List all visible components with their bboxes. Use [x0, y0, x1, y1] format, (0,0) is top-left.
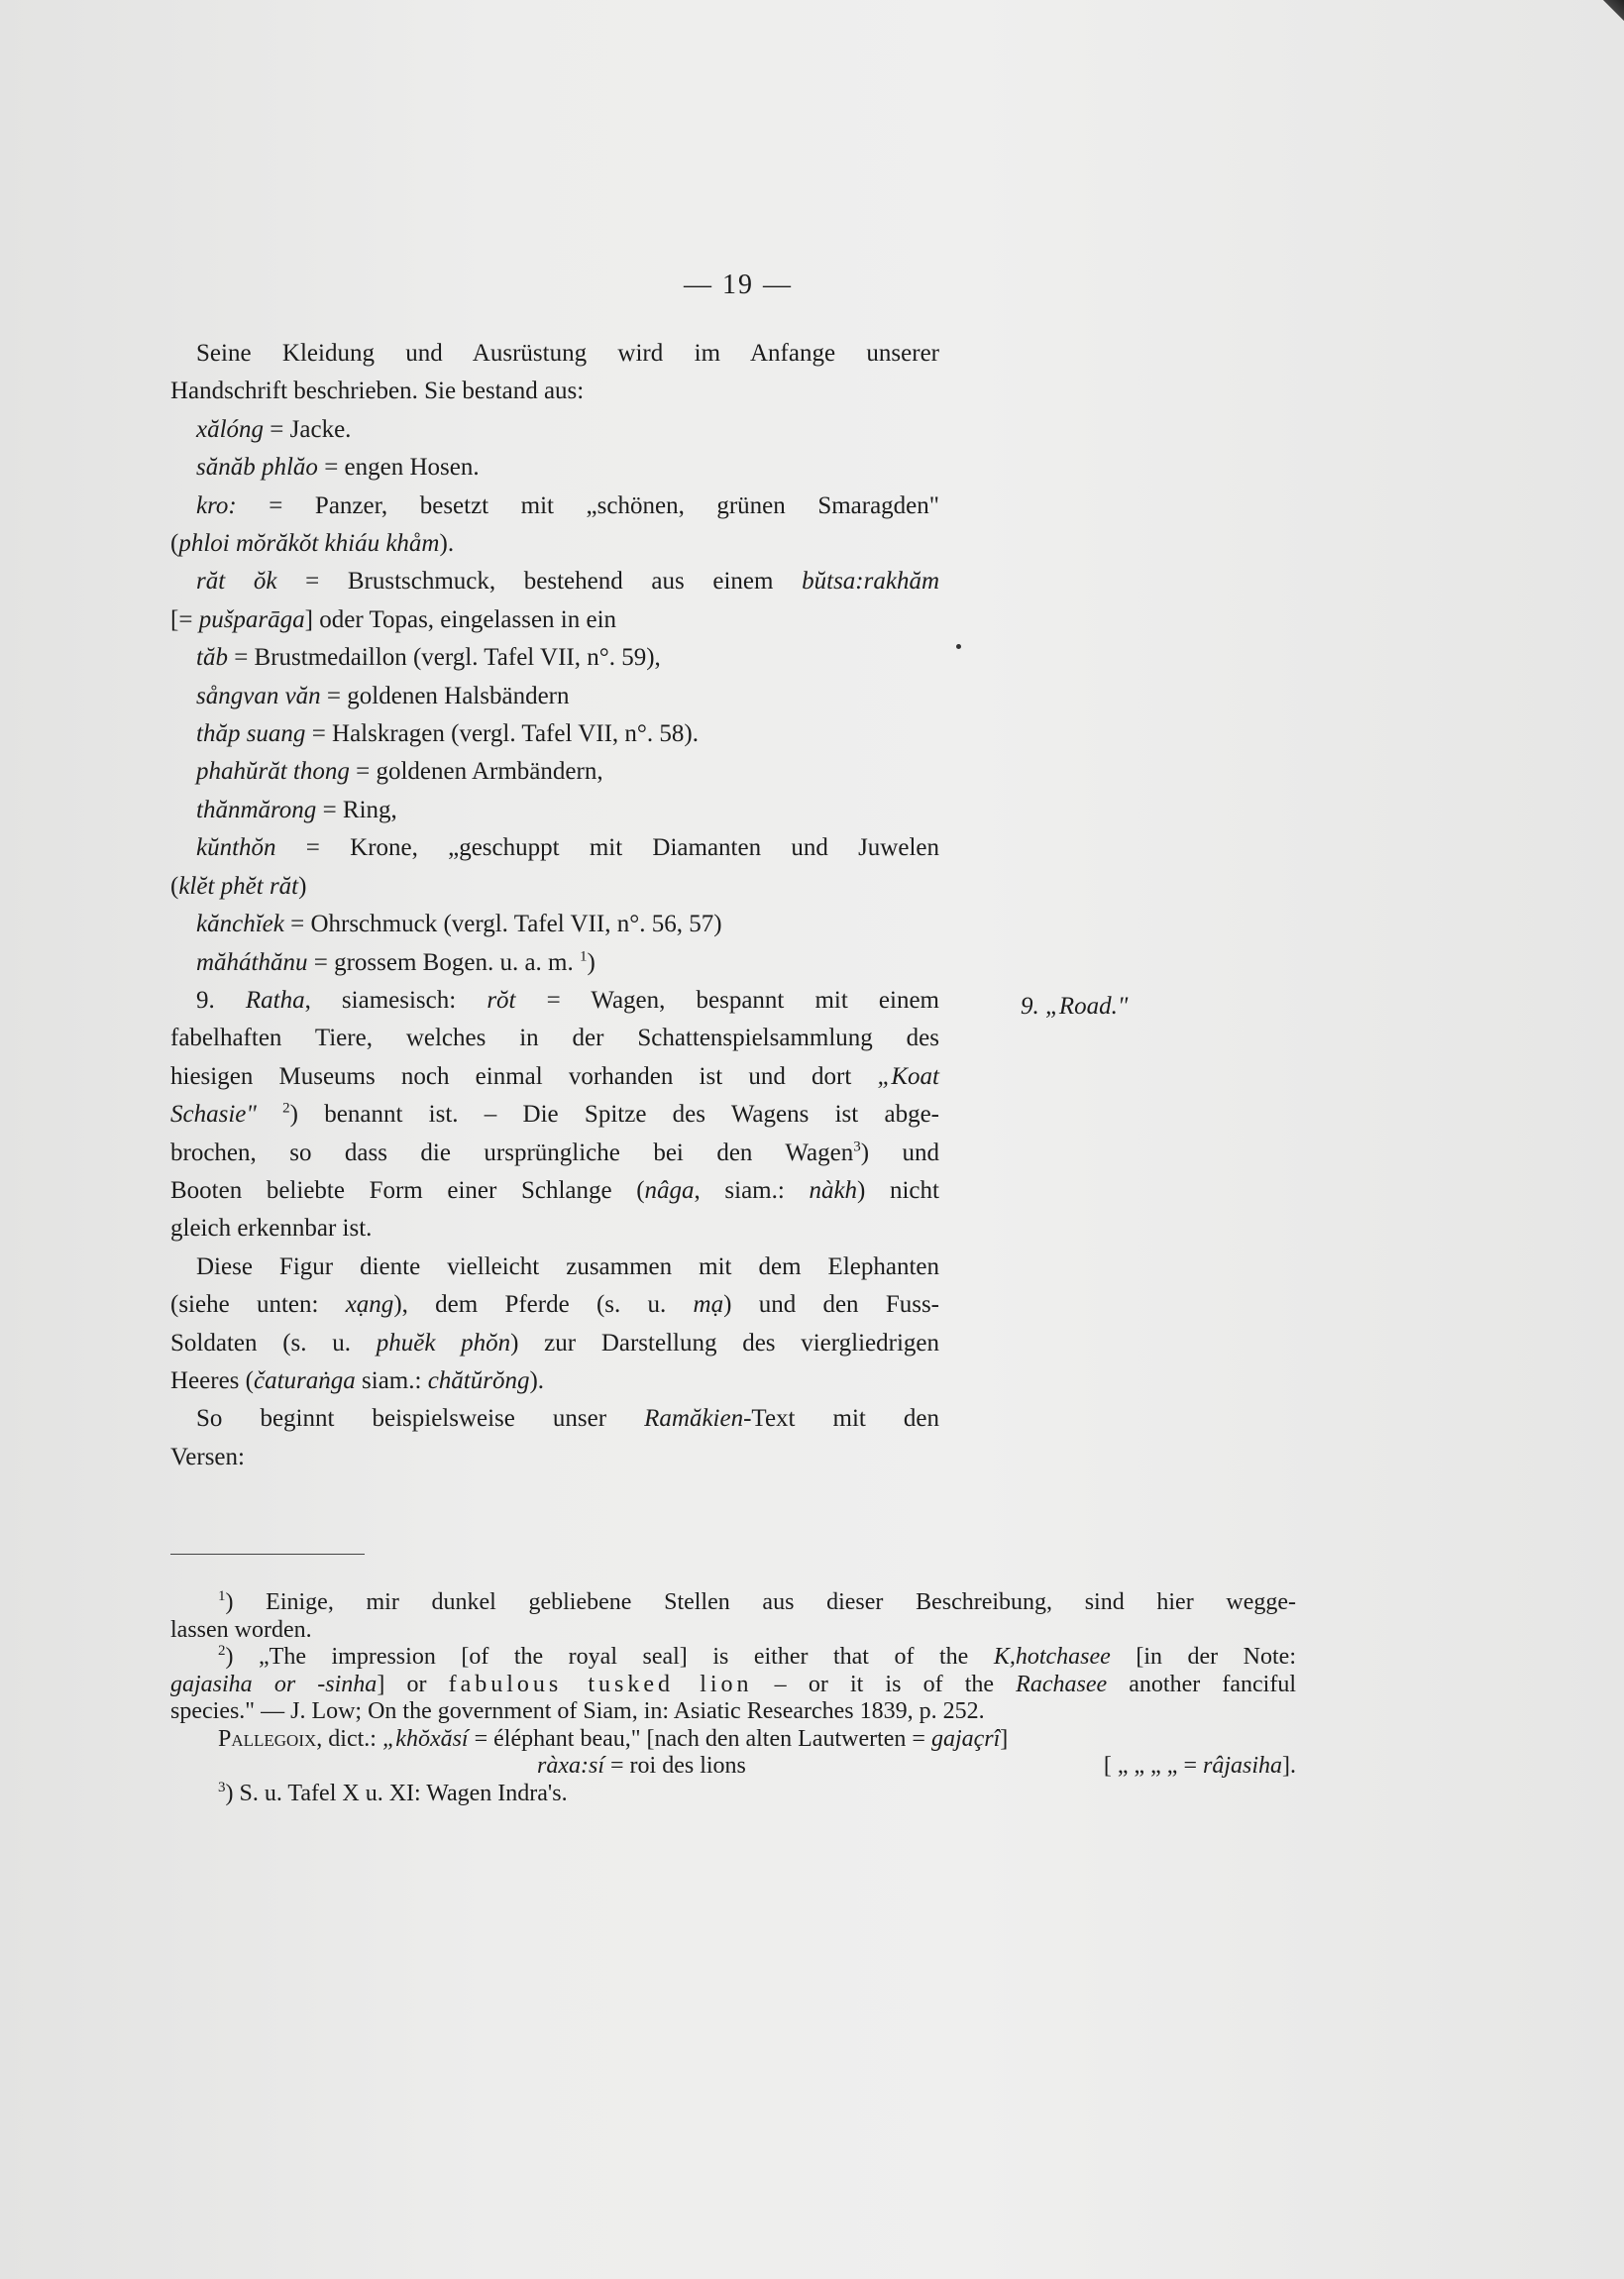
footnote-ref: 3 [853, 1139, 861, 1155]
term: pušparāga [198, 605, 305, 633]
text-line: phahŭrăt thong = goldenen Armbändern, [196, 758, 603, 786]
footnote-marker: 3 [218, 1779, 226, 1795]
text-line: sănăb phlăo = engen Hosen. [196, 454, 480, 482]
footnote-1-cont: lassen worden. [170, 1616, 312, 1643]
term: thănmărong [196, 796, 317, 823]
term: „Koat [877, 1062, 939, 1090]
term: phahŭrăt thong [196, 758, 350, 786]
scan-corner [1598, 0, 1624, 26]
term: mạ [693, 1291, 724, 1319]
pallegoix-line-2: ràxa:sí = roi des lions [ „ „ „ „ = râjasiha]. [537, 1753, 1296, 1779]
text-line: răt ŏk = Brustschmuck, bestehend aus einem bŭtsa:rakhăm [196, 568, 940, 596]
main-text [170, 335, 939, 1476]
term: nâga [644, 1176, 695, 1204]
text-line: Versen: [170, 1443, 245, 1470]
footnote-marker: 1 [218, 1588, 226, 1604]
term: xạng [345, 1291, 394, 1319]
text-line: Handschrift beschrieben. Sie bestand aus: [170, 378, 585, 405]
term: sănăb phlăo [196, 454, 318, 482]
text-line: thăp suang = Halskragen (vergl. Tafel VII, n°. 58). [196, 720, 699, 748]
term: kro: [196, 491, 237, 519]
text-line: (phloi mŏrăkŏt khiáu khåm). [170, 530, 455, 558]
footnote-2: $^2$) „The impression [of the royal seal] is either that of the K,hotchasee [in der Note: [218, 1643, 1296, 1670]
scan-speck [956, 644, 961, 649]
term: phloi mŏrăkŏt khiáu khåm [178, 530, 440, 558]
text-line: kro: = Panzer, besetzt mit „schönen, grünen Smaragden" [196, 491, 939, 519]
term: Schasie" [170, 1101, 257, 1129]
term: Ramăkien [644, 1405, 744, 1433]
text-line: (klĕt phĕt răt) [170, 872, 307, 900]
term: sångvan văn [196, 682, 321, 709]
term: rŏt [487, 986, 516, 1014]
footnote-rule [170, 1554, 365, 1555]
term: kănchĭek [196, 911, 284, 938]
text-line: brochen, so dass die ursprüngliche bei den Wagen$^3$) und [170, 1139, 939, 1166]
text-line: Schasie" $^2$) benannt ist. – Die Spitze des Wagens ist abge- [170, 1100, 940, 1129]
term: bŭtsa:rakhăm [802, 568, 940, 596]
page-number: — 19 — [684, 270, 793, 300]
term: phuĕk phŏn [376, 1329, 511, 1357]
text-line: fabelhaften Tiere, welches in der Schattenspielsammlung des [170, 1025, 939, 1052]
text-line: tăb = Brustmedaillon (vergl. Tafel VII, n°. 59), [196, 644, 661, 672]
text-line: kănchĭek = Ohrschmuck (vergl. Tafel VII, n°. 56, 57) [196, 911, 722, 938]
term: tăb [196, 644, 228, 672]
footnote-2-cont: species." — J. Low; On the government of Siam, in: Asiatic Researches 1839, p. 252. [170, 1698, 985, 1724]
text-line: kŭnthŏn = Krone, „geschuppt mit Diamanten und Juwelen [196, 834, 939, 862]
term: chătŭrŏng [427, 1366, 530, 1394]
footnote-marker: 2 [218, 1643, 226, 1659]
term: xălóng [196, 415, 265, 443]
text-line: (siehe unten: xạng), dem Pferde (s. u. mạ) und den Fuss- [170, 1291, 940, 1319]
term: măháthănu [196, 948, 308, 976]
footnotes [170, 1589, 1296, 1807]
text-line: sångvan văn = goldenen Halsbändern [196, 682, 570, 709]
term: gajaçrî [930, 1725, 1001, 1752]
text-line: măháthănu = grossem Bogen. u. a. m. $^1$) [196, 948, 595, 976]
term: ràxa:sí [537, 1753, 604, 1779]
term: nàkh [809, 1176, 858, 1204]
text-line: xălóng = Jacke. [196, 415, 352, 443]
text-line: Soldaten (s. u. phuĕk phŏn) zur Darstellung des viergliedrigen [170, 1329, 940, 1357]
term: „khŏxăsí [381, 1725, 469, 1752]
spaced-text: fabulous tusked lion [448, 1671, 753, 1697]
term: răt ŏk [196, 568, 277, 596]
term: K,hotchasee [993, 1644, 1111, 1670]
term: râjasiha [1202, 1753, 1282, 1779]
text-line: [= pušparāga] oder Topas, eingelassen in ein [170, 605, 617, 633]
text-line: Seine Kleidung und Ausrüstung wird im Anfange unserer [196, 340, 939, 367]
footnote-ref: 1 [580, 948, 588, 965]
term: klĕt phĕt răt [178, 872, 299, 900]
term: čaturaṅga [253, 1366, 356, 1394]
text-line: hiesigen Museums noch einmal vorhanden ist und dort „Koat [170, 1062, 939, 1090]
term: gajasiha or -sinha [170, 1671, 378, 1697]
footnote-3: $^3$) S. u. Tafel X u. XI: Wagen Indra's. [218, 1779, 568, 1806]
text-line: gleich erkennbar ist. [170, 1215, 373, 1243]
margin-note: 9. „Road." [1021, 993, 1129, 1020]
term: Ratha [245, 986, 305, 1014]
text-line: 9. Ratha, siamesisch: rŏt = Wagen, bespannt mit einem [196, 986, 939, 1014]
footnote-2-cont: gajasiha or -sinha] or fabulous tusked lion – or it is of the Rachasee another fanciful [170, 1671, 1297, 1697]
text-line: Diese Figur diente vielleicht zusammen mit dem Elephanten [196, 1252, 939, 1280]
text-line: Booten beliebte Form einer Schlange (nâga, siam.: nàkh) nicht [170, 1176, 939, 1204]
term: thăp suang [196, 720, 306, 748]
author-name: Pallegoix [218, 1725, 317, 1752]
pallegoix-line-1: Pallegoix, dict.: „khŏxăsí = éléphant beau," [nach den alten Lautwerten = gajaçrî] [218, 1725, 1009, 1752]
footnote-ref: 2 [282, 1100, 290, 1117]
footnote-1: $^1$) Einige, mir dunkel gebliebene Stellen aus dieser Beschreibung, sind hier wegge- [218, 1588, 1296, 1615]
text-line: thănmărong = Ring, [196, 796, 397, 823]
text-line: Heeres (čaturaṅga siam.: chătŭrŏng). [170, 1366, 545, 1394]
text-line: So beginnt beispielsweise unser Ramăkien-Text mit den [196, 1405, 940, 1433]
term: kŭnthŏn [196, 834, 276, 862]
term: Rachasee [1016, 1671, 1108, 1697]
